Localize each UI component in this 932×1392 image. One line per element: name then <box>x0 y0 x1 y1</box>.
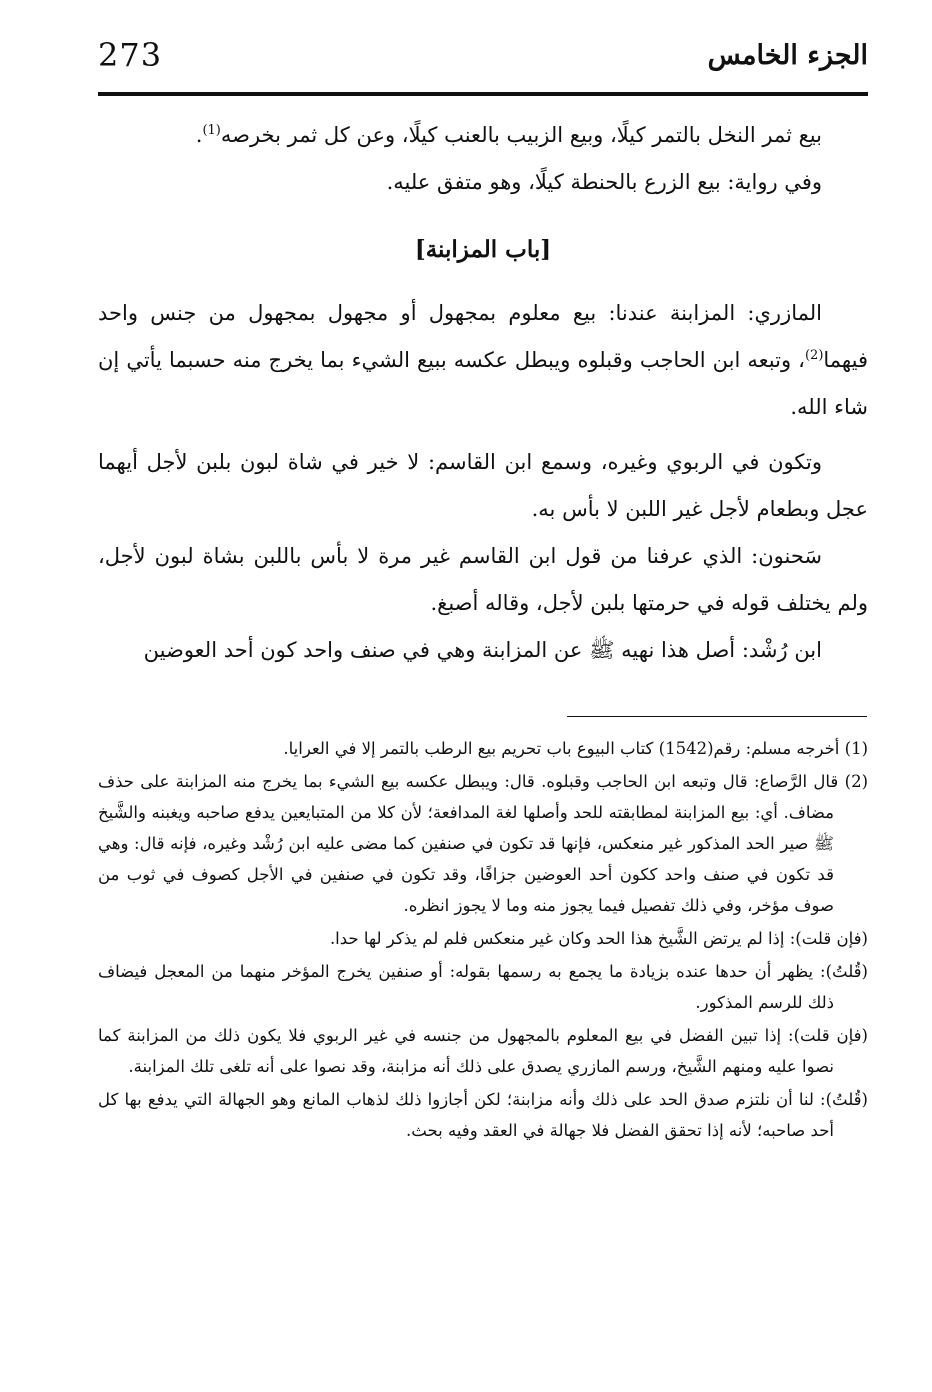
footnote-mark: (2) <box>844 772 868 791</box>
page-header <box>98 30 868 90</box>
paragraph-1: بيع ثمر النخل بالتمر كيلًا، وبيع الزبيب بالعنب كيلًا، وعن كل ثمر بخرصه$^{(1)}$. <box>195 123 822 147</box>
footnote-item <box>98 923 868 954</box>
paragraph-2: وفي رواية: بيع الزرع بالحنطة كيلًا، وهو متفق عليه. <box>386 170 822 194</box>
footnote-ref-2: (2) <box>804 348 824 363</box>
paragraph-1-text: بيع ثمر النخل بالتمر كيلًا، وبيع الزبيب بالعنب كيلًا، وعن كل ثمر بخرصه <box>220 123 822 147</box>
main-text <box>98 112 868 674</box>
footnote-ref-1: (1) <box>202 123 221 138</box>
paragraph-6: ابن رُشْد: أصل هذا نهيه ﷺ عن المزابنة وهي في صنف واحد كون أحد العوضين <box>143 638 822 662</box>
paragraph-5: سَحنون: الذي عرفنا من قول ابن القاسم غير مرة لا بأس باللبن بشاة لبون لأجل، ولم يختلف قوله في حرمتها بلبن لأجل، وقاله أصبغ. <box>98 544 868 615</box>
footnote-text: (فإن قلت): إذا تبين الفضل في بيع المعلوم بالمجهول من جنسه في غير الربوي فلا يكون ذلك من المزابنة كما نصوا عليه ومنهم الشَّيخ، ورسم المازري يصدق على ذلك أنه مزابنة، وقد نصوا على أنه تلغى تلك المزابنة. <box>98 1026 868 1076</box>
footnote-item <box>98 956 868 1018</box>
footnote-separator <box>567 716 867 717</box>
footnote-item <box>98 1084 868 1146</box>
section-heading: [باب المزابنة] <box>414 236 552 263</box>
paragraph-3-text-b: ، وتبعه ابن الحاجب وقبلوه ويبطل عكسه ببيع الشيء بما يخرج منه حسبما يأتي إن شاء الله. <box>98 348 868 419</box>
page-number: 273 <box>98 36 163 74</box>
footnote-text: (قُلتُ): لنا أن نلتزم صدق الحد على ذلك وأنه مزابنة؛ لكن أجازوا ذلك لذهاب المانع وهو الجهالة التي يدفع بها كل أحد صاحبه؛ لأنه إذا تحقق الفضل فلا جهالة في العقد وفيه بحث. <box>98 1090 868 1140</box>
footnote-item <box>98 766 868 921</box>
paragraph-3-text-a: المازري: المزابنة عندنا: بيع معلوم بمجهول أو مجهول بمجهول من جنس واحد فيهما <box>98 301 868 372</box>
footnote-item <box>98 1020 868 1082</box>
paragraph-3 <box>98 290 868 431</box>
footnotes <box>98 733 868 1148</box>
running-title: الجزء الخامس <box>707 40 868 71</box>
footnote-text: قال الرَّصاع: قال وتبعه ابن الحاجب وقبلوه. قال: ويبطل عكسه بيع الشيء بما يخرج منه المزابنة على حذف مضاف. أي: بيع المزابنة لمطابقته للحد وأصلها لغة المدافعة؛ لأن كلا من المتبايعين يدفع صاحبه ويغبنه والشَّيخ ﷺ صير الحد المذكور غير منعكس، فإنها قد تكون في صنفين كما مضى عليه ابن رُشْد وغيره، فإنه قال: وهي قد تكون في صنف واحد ككون أحد العوضين جزافًا، وقد تكون في صنفين في الأجل كصوف في ثوب من صوف مؤخر، وفي ذلك تفصيل فيما يجوز منه وما لا يجوز انظره. <box>98 772 839 915</box>
footnote-text: (قُلتُ): يظهر أن حدها عنده بزيادة ما يجمع به رسمها بقوله: أو صنفين يخرج المؤخر منهما من المعجل فيضاف ذلك للرسم المذكور. <box>98 962 868 1012</box>
footnote-text: أخرجه مسلم: رقم(1542) كتاب البيوع باب تحريم بيع الرطب بالتمر إلا في العرايا. <box>283 739 840 758</box>
paragraph-4: وتكون في الربوي وغيره، وسمع ابن القاسم: لا خير في شاة لبون بلبن لأجل أيهما عجل وبطعام لأجل غير اللبن لا بأس به. <box>98 450 868 521</box>
footnote-item <box>98 733 868 764</box>
footnote-mark: (1) <box>844 739 868 758</box>
footnote-text: (فإن قلت): إذا لم يرتض الشَّيخ هذا الحد وكان غير منعكس فلم لم يذكر لها حدا. <box>329 929 868 948</box>
header-rule <box>98 92 868 96</box>
